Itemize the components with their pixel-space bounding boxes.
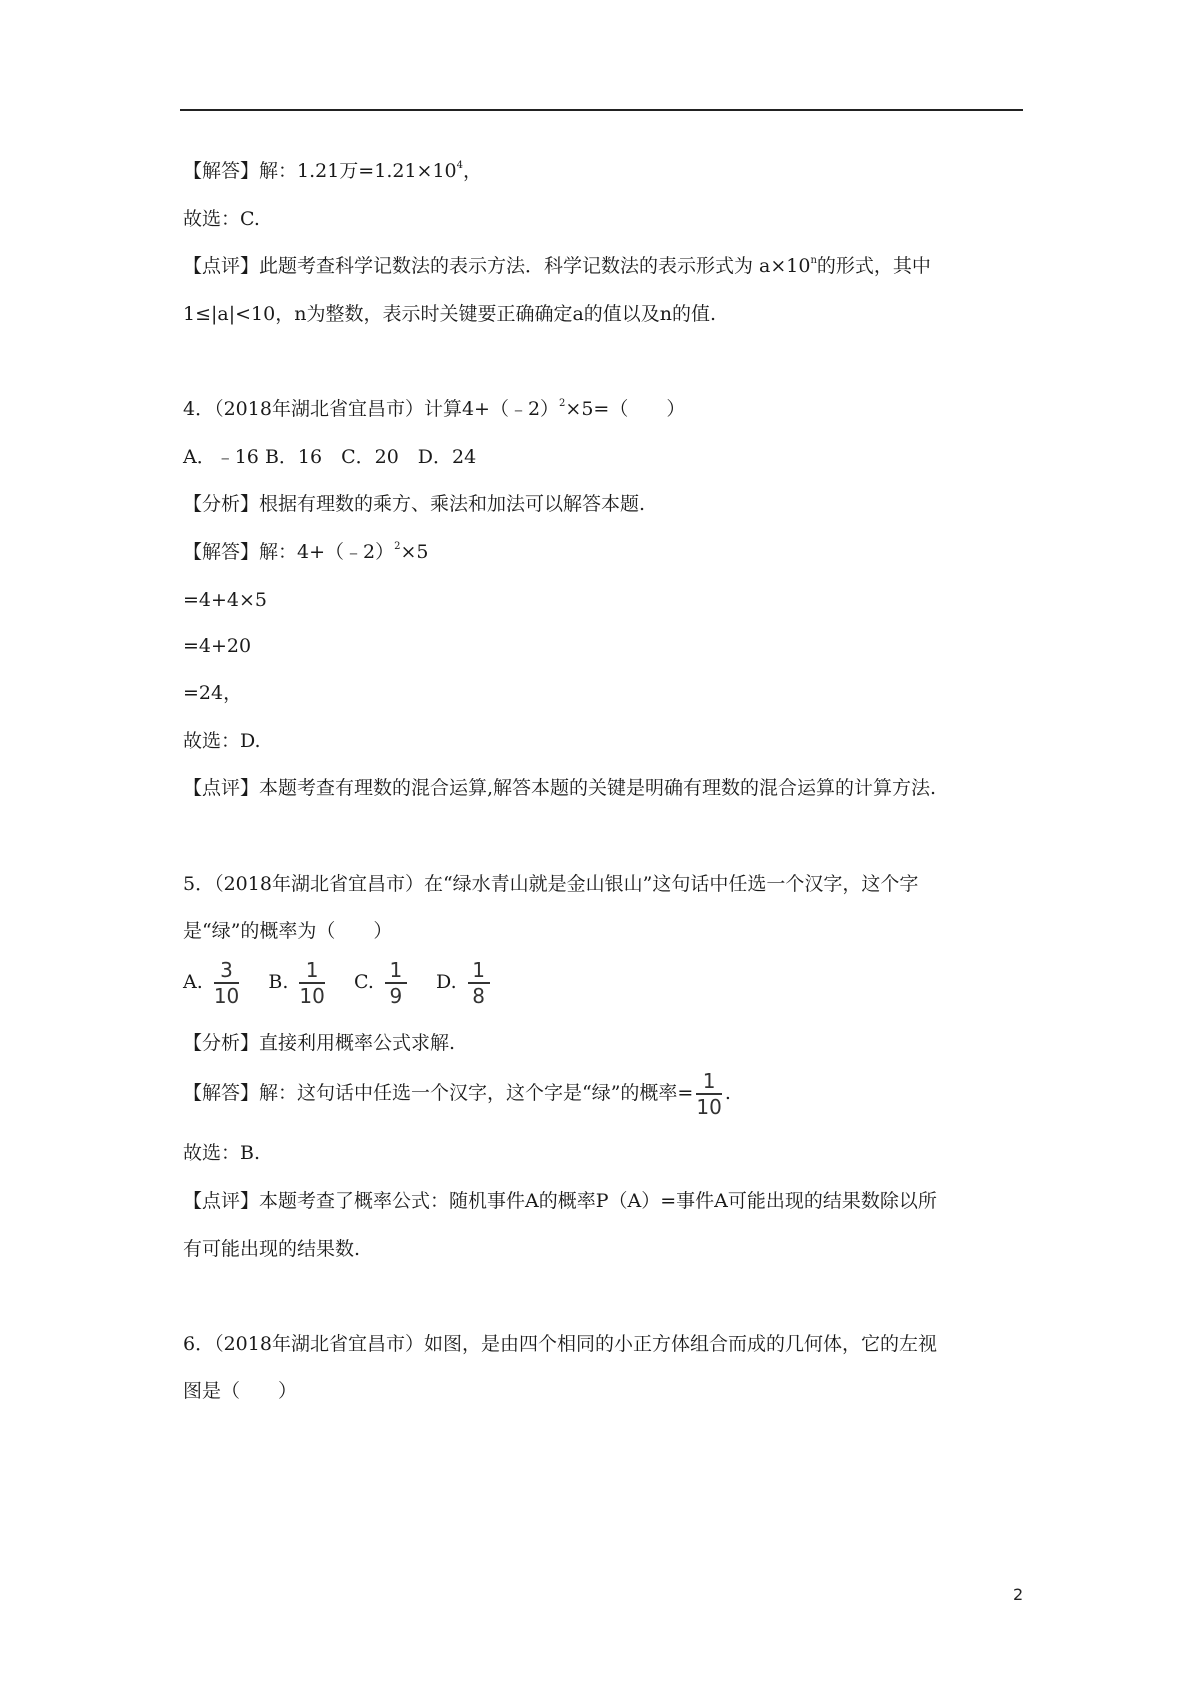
q5-option-b: B. $\frac{1}{10}$ (268, 958, 325, 1008)
q5-option-a: A. $\frac{3}{10}$ (183, 958, 240, 1008)
q4-options: A．﹣16 B．16 C．20 D．24 (183, 446, 477, 468)
q4-stem: 4．（2018年湖北省宜昌市）计算4+（﹣2）$^2$×5=（ ） (183, 398, 686, 420)
fraction: $\frac{1}{9}$ (385, 959, 407, 1007)
q6-stem-line2: 图是（ ） (183, 1380, 298, 1402)
q3-comment-line2: 1≤|a|<10，n为整数，表示时关键要正确确定a的值以及n的值. (183, 303, 717, 325)
q5-option-d: D. $\frac{1}{8}$ (436, 971, 493, 993)
q3-solution: 【解答】解：1.21万$=1.21\times 10^4$， (183, 160, 483, 182)
q5-option-c: C. $\frac{1}{9}$ (354, 971, 416, 993)
q6-stem-line1: 6．（2018年湖北省宜昌市）如图，是由四个相同的小正方体组合而成的几何体，它的左视 (183, 1333, 937, 1355)
fraction: $\frac{1}{10}$ (696, 1069, 722, 1119)
q4-solution: 【解答】解：4+（﹣2）$^2$×5 (183, 541, 429, 563)
q5-comment-line2: 有可能出现的结果数. (183, 1238, 361, 1260)
q4-step3: =24， (183, 682, 243, 704)
q5-comment-line1: 【点评】本题考查了概率公式：随机事件A的概率P（A）=事件A可能出现的结果数除以所 (183, 1190, 937, 1212)
q4-choice: 故选：D. (183, 730, 261, 752)
q5-solution: 【解答】解：这句话中任选一个汉字，这个字是“绿”的概率= $\frac{1}{10}$ . (183, 1069, 731, 1119)
q5-stem-line2: 是“绿”的概率为（ ） (183, 920, 393, 942)
q3-choice: 故选：C. (183, 208, 260, 230)
q4-analysis: 【分析】根据有理数的乘方、乘法和加法可以解答本题. (183, 493, 646, 515)
q4-step2: =4+20 (183, 635, 252, 657)
fraction: $\frac{1}{10}$ (299, 958, 325, 1008)
q5-stem-line1: 5．（2018年湖北省宜昌市）在“绿水青山就是金山银山”这句话中任选一个汉字，这个字 (183, 873, 919, 895)
q4-step1: =4+4×5 (183, 589, 268, 611)
q5-options (183, 954, 493, 1010)
q5-analysis: 【分析】直接利用概率公式求解. (183, 1032, 456, 1054)
q3-comment-line1: 【点评】此题考查科学记数法的表示方法．科学记数法的表示形式为 $a\times 10^n$的形式，其中 (183, 255, 931, 277)
q4-comment: 【点评】本题考查有理数的混合运算,解答本题的关键是明确有理数的混合运算的计算方法. (183, 777, 937, 799)
header-rule (180, 109, 1023, 111)
page-number: 2 (1013, 1585, 1024, 1604)
fraction: $\frac{3}{10}$ (213, 958, 240, 1008)
fraction: $\frac{1}{8}$ (468, 959, 490, 1007)
q5-choice: 故选：B. (183, 1142, 261, 1164)
